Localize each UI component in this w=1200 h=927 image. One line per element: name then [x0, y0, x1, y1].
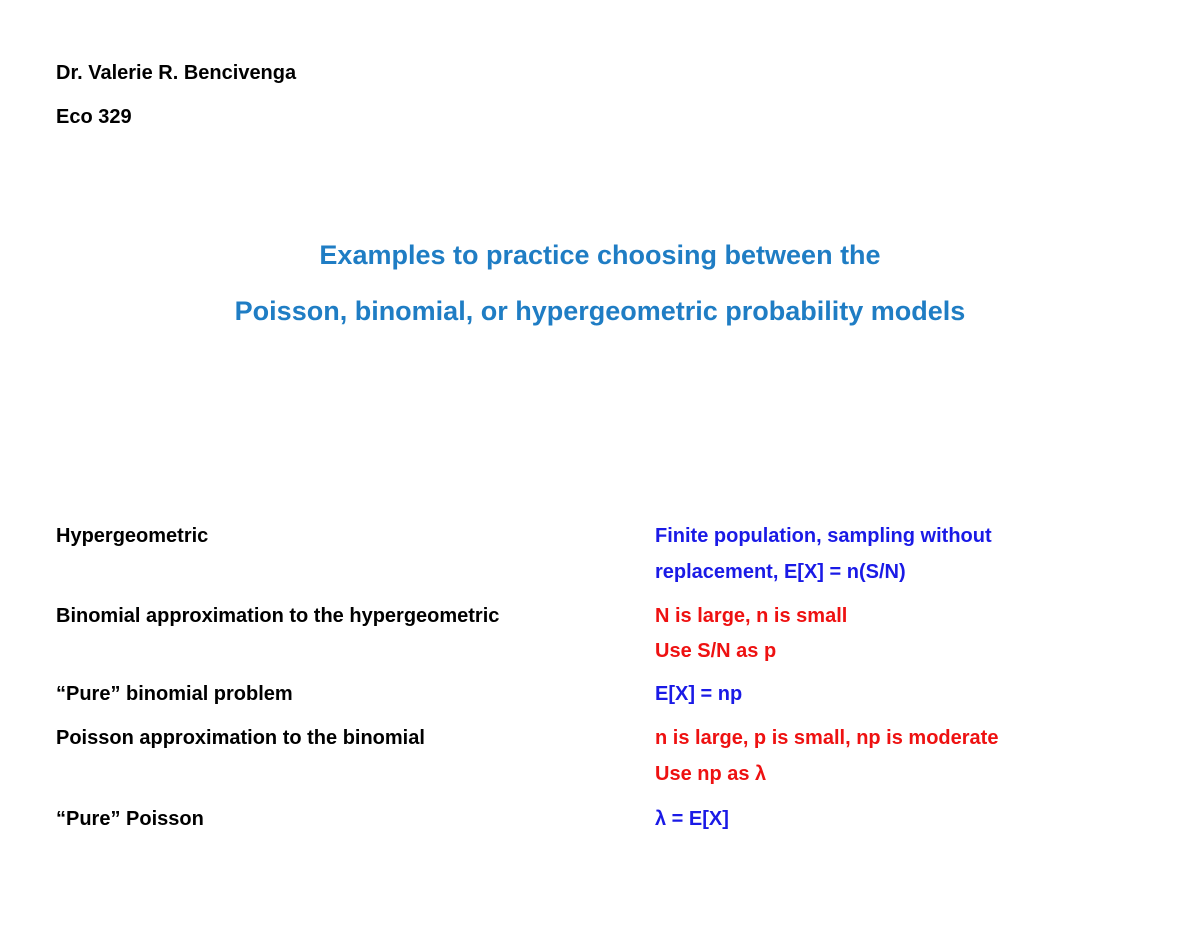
course-code: Eco 329: [56, 106, 132, 128]
row-desc-pure-binomial-line-1: E[X] = np: [655, 683, 743, 705]
row-label-pure-poisson: “Pure” Poisson: [56, 808, 204, 830]
title-line-2: Poisson, binomial, or hypergeometric probability models: [234, 296, 966, 326]
row-desc-poisson-approximation-line-1: n is large, p is small, np is moderate: [655, 727, 999, 749]
title-line-1: Examples to practice choosing between the: [319, 240, 881, 270]
row-desc-poisson-approximation-line-2: Use np as λ: [655, 763, 767, 785]
row-desc-hypergeometric-line-1: Finite population, sampling without: [655, 525, 992, 547]
row-label-hypergeometric: Hypergeometric: [56, 525, 209, 547]
row-label-pure-binomial: “Pure” binomial problem: [56, 683, 293, 705]
row-desc-pure-poisson-line-1: λ = E[X]: [655, 808, 729, 830]
row-desc-hypergeometric-line-2: replacement, E[X] = n(S/N): [655, 561, 906, 583]
row-desc-binomial-approximation-line-1: N is large, n is small: [655, 605, 848, 627]
row-label-binomial-approximation: Binomial approximation to the hypergeometric: [56, 605, 500, 627]
row-label-poisson-approximation: Poisson approximation to the binomial: [56, 727, 425, 749]
author-name: Dr. Valerie R. Bencivenga: [56, 62, 297, 84]
row-desc-binomial-approximation-line-2: Use S/N as p: [655, 640, 777, 662]
